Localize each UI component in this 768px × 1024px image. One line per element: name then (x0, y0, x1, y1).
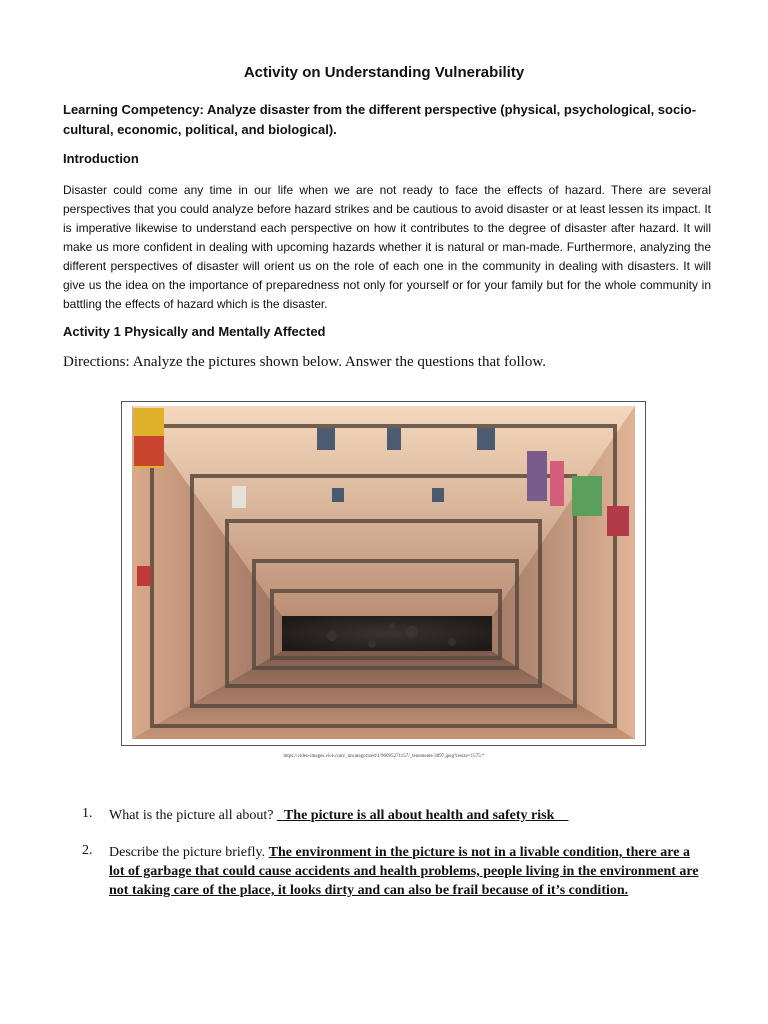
question-list (82, 806, 702, 918)
question-body (109, 843, 702, 900)
answer-text: _The picture is all about health and safety risk__ (276, 808, 569, 823)
page-title: Activity on Understanding Vulnerability (243, 64, 525, 81)
activity-heading: Activity 1 Physically and Mentally Affected (63, 324, 326, 339)
question-number: 2. (82, 843, 93, 858)
activity-directions: Directions: Analyze the pictures shown below. Answer the questions that follow. (63, 354, 546, 370)
learning-competency: Learning Competency: Analyze disaster from the different perspective (physical, psychological, socio-cultural, economic, political, and biological). (63, 102, 697, 137)
tenement-courtyard-illustration (132, 406, 635, 739)
question-item (82, 843, 702, 900)
introduction-heading: Introduction (63, 151, 139, 166)
question-item (82, 806, 702, 825)
question-number: 1. (82, 806, 93, 821)
tenement-photo (121, 401, 646, 746)
question-text: What is the picture all about? (109, 808, 277, 823)
image-source-caption: https://video-images.vice.com/_uncategorized/1/96095271157/_tenements-3897.jpeg?resize=1575:* (283, 754, 485, 759)
question-body (109, 806, 568, 825)
question-text: Describe the picture briefly. (109, 845, 269, 860)
introduction-body: Disaster could come any time in our life when we are not ready to face the effects of hazard. There are several perspectives that you could analyze before hazard strikes and be cautious to avoid disaster or at least lessen its impact. It is imperative likewise to understand each perspective on how it contributes to the degree of disaster after hazard. It will make us more confident in dealing with upcoming hazards whether it is natural or man-made. Furthermore, analyzing the different perspectives of disaster will orient us on the role of each one in the community in dealing with disasters. It will give us the idea on the importance of preparedness not only for yourself or for your family but for the whole community in battling the effects of hazard which is the disaster. (63, 183, 711, 311)
answer-text: The environment in the picture is not in a livable condition, there are a lot of garbage that could cause accidents and health problems, people living in the environment are not taking care of the place, it looks dirty and can also be frail because of it’s condition. (109, 845, 699, 898)
